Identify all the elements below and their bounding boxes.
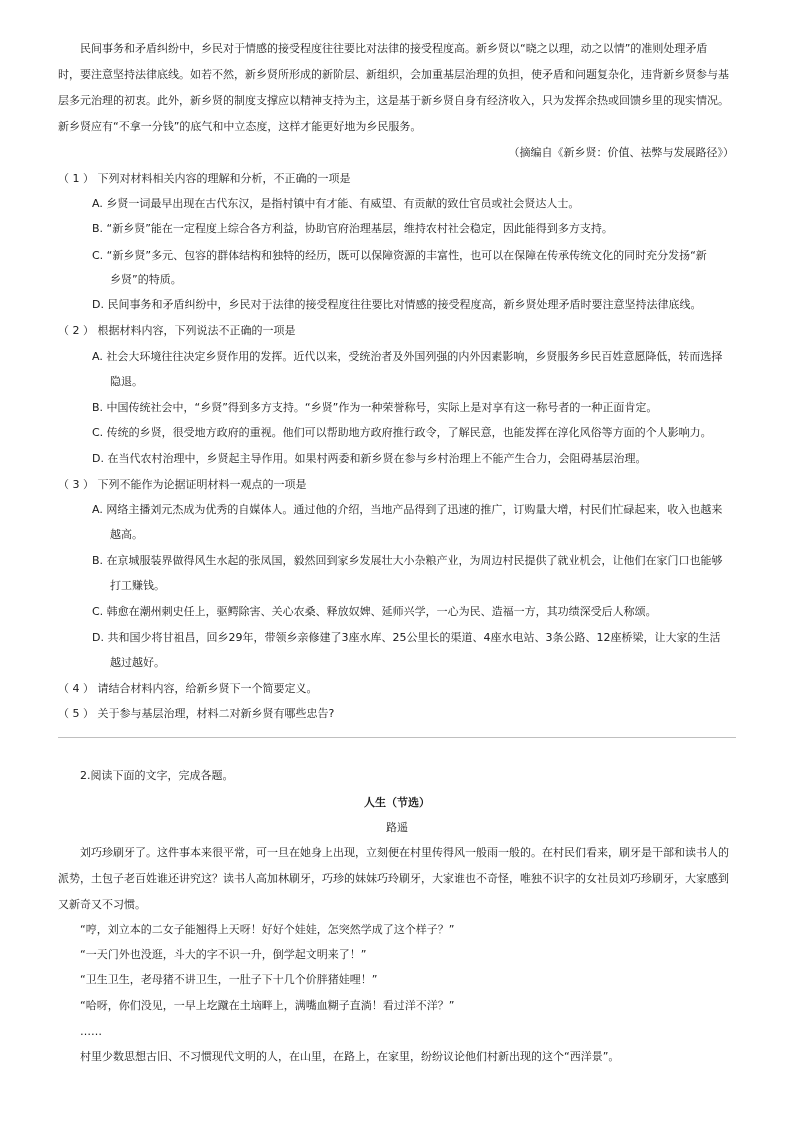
- passage-line: 层多元治理的初衷。此外，新乡贤的制度支撑应以精神支持为主，这是基于新乡贤自身有经济收入，只为发挥余热或回馈乡里的现实情况。: [58, 94, 729, 107]
- option-c-cont: 乡贤”的特质。: [110, 273, 182, 286]
- option-d: D. 共和国少将甘祖昌，回乡29年，带领乡亲修建了3座水库、25公里长的渠道、4座水电站、3条公路、12座桥梁，让大家的生活: [92, 631, 721, 644]
- article-title: 人生（节选）: [364, 796, 430, 809]
- article-line: 村里少数思想古旧、不习惯现代文明的人，在山里，在路上，在家里，纷纷议论他们村新出现的这个“西洋景”。: [80, 1050, 620, 1063]
- option-a: A. 乡贤一词最早出现在古代东汉，是指村镇中有才能、有威望、有贡献的致仕官员或社会贤达人士。: [92, 197, 580, 210]
- section-heading: 2.阅读下面的文字，完成各题。: [80, 769, 234, 782]
- passage-line: 民间事务和矛盾纠纷中，乡民对于情感的接受程度往往要比对法律的接受程度高。新乡贤以“晓之以理，动之以情”的准则处理矛盾: [80, 42, 708, 55]
- option-a: A. 网络主播刘元杰成为优秀的自媒体人。通过他的介绍，当地产品得到了迅速的推广，订购量大增，村民们忙碌起来，收入也越来: [92, 503, 723, 516]
- option-a: A. 社会大环境往往决定乡贤作用的发挥。近代以来，受统治者及外国列强的内外因素影响，乡贤服务乡民百姓意愿降低，转而选择: [92, 350, 723, 363]
- article-line: “卫生卫生，老母猪不讲卫生，一肚子下十几个价胖猪娃哩！”: [80, 973, 378, 986]
- article-line: 又新奇又不习惯。: [58, 898, 146, 911]
- article-ellipsis: ……: [80, 1025, 102, 1038]
- source-citation: （摘编自《新乡贤：价值、祛弊与发展路径》）: [508, 146, 734, 159]
- article-line: “一天门外也没逛，斗大的字不识一升，倒学起文明来了！”: [80, 948, 367, 961]
- option-d-cont: 越过越好。: [110, 656, 165, 669]
- option-b: B. 在京城服装界做得风生水起的张凤国，毅然回到家乡发展壮大小杂粮产业，为周边村民提供了就业机会，让他们在家门口也能够: [92, 554, 723, 567]
- question-stem: （ 3 ） 下列不能作为论据证明材料一观点的一项是: [58, 478, 307, 491]
- option-b: B. 中国传统社会中，“乡贤”得到多方支持。“乡贤”作为一种荣誉称号，实际上是对享有这一称号者的一种正面肯定。: [92, 401, 658, 414]
- passage-line: 时，要注意坚持法律底线。如若不然，新乡贤所形成的新阶层、新组织，会加重基层治理的负担，使矛盾和问题复杂化，违背新乡贤参与基: [58, 68, 729, 81]
- article-author: 路遥: [386, 821, 408, 834]
- article-line: “哈呀，你们没见，一早上圪蹴在土垴畔上，满嘴血糊子直淌！看过洋不洋？”: [80, 999, 455, 1012]
- option-c: C. 韩愈在潮州刺史任上，驱鳄除害、关心农桑、释放奴婢、延师兴学，一心为民、造福一方，其功绩深受后人称颂。: [92, 605, 657, 618]
- passage-line: 新乡贤应有“不拿一分钱”的底气和中立态度，这样才能更好地为乡民服务。: [58, 120, 422, 133]
- option-b: B. “新乡贤”能在一定程度上综合各方利益，协助官府治理基层，维持农村社会稳定，因此能得到多方支持。: [92, 222, 613, 235]
- question-stem: （ 1 ） 下列对材料相关内容的理解和分析，不正确的一项是: [58, 172, 351, 185]
- question-stem: （ 2 ） 根据材料内容，下列说法不正确的一项是: [58, 324, 296, 337]
- option-c: C. “新乡贤”多元、包容的群体结构和独特的经历，既可以保障资源的丰富性，也可以在保障在传承传统文化的同时充分发扬“新: [92, 249, 707, 262]
- section-divider: [58, 737, 736, 738]
- article-line: 派势，土包子老百姓谁还讲究这？读书人高加林刷牙，巧珍的妹妹巧玲刷牙，大家谁也不奇怪，唯独不识字的女社员刘巧珍刷牙，大家感到: [58, 872, 729, 885]
- question-stem: （ 5 ） 关于参与基层治理，材料二对新乡贤有哪些忠告?: [58, 707, 335, 720]
- option-d: D. 在当代农村治理中，乡贤起主导作用。如果村两委和新乡贤在参与乡村治理上不能产生合力，会阻碍基层治理。: [92, 452, 647, 465]
- option-a-cont: 隐退。: [110, 375, 143, 388]
- option-a-cont: 越高。: [110, 528, 143, 541]
- article-line: 刘巧珍刷牙了。这件事本来很平常，可一旦在她身上出现，立刻便在村里传得风一般雨一般的。在村民们看来，刷牙是干部和读书人的: [80, 846, 729, 859]
- option-d: D. 民间事务和矛盾纠纷中，乡民对于法律的接受程度往往要比对情感的接受程度高，新乡贤处理矛盾时要注意坚持法律底线。: [92, 298, 702, 311]
- article-line: “哼，刘立本的二女子能翘得上天呀！好好个娃娃，怎突然学成了这个样子？”: [80, 923, 455, 936]
- option-b-cont: 打工赚钱。: [110, 579, 165, 592]
- option-c: C. 传统的乡贤，很受地方政府的重视。他们可以帮助地方政府推行政令，了解民意，也能发挥在淳化风俗等方面的个人影响力。: [92, 426, 712, 439]
- question-stem: （ 4 ） 请结合材料内容，给新乡贤下一个简要定义。: [58, 682, 318, 695]
